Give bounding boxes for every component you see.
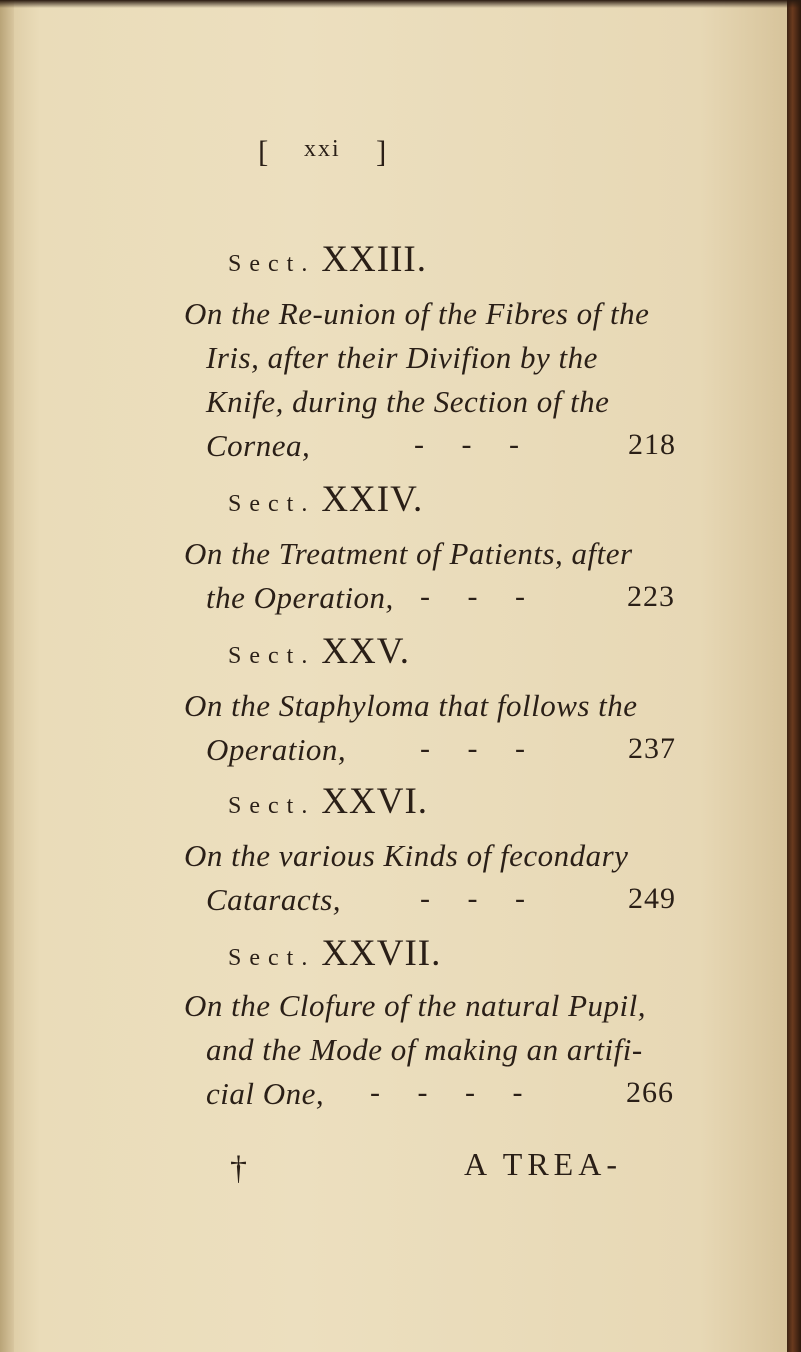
leader-dashes: - - - (420, 580, 525, 613)
leader-dashes: - - - (420, 732, 525, 765)
header-right-bracket: ] (376, 134, 391, 169)
section-numeral: XXVII. (321, 933, 442, 974)
page-reference: 266 (626, 1076, 674, 1109)
entry-line: On the various Kinds of fecondary (184, 838, 629, 873)
entry-line: cial One, (206, 1076, 325, 1111)
catchword: A TREA- (464, 1146, 622, 1182)
page-reference: 237 (628, 732, 676, 765)
section-heading (228, 238, 427, 281)
entry-line: On the Re-union of the Fibres of the (184, 296, 650, 331)
entry-line: On the Treatment of Patients, after (184, 536, 633, 571)
leader-dashes: - - - (414, 428, 519, 461)
page-header (258, 134, 398, 174)
page-numeral: xxi (304, 136, 341, 162)
page-reference: 218 (628, 428, 676, 461)
section-heading (228, 630, 410, 673)
sect-word: Sect. (228, 793, 316, 819)
entry-line: Operation, (206, 732, 347, 767)
section-numeral: XXVI. (321, 781, 429, 822)
section-numeral: XXV. (321, 631, 410, 672)
section-heading (228, 932, 441, 975)
signature-mark: † (230, 1150, 247, 1187)
sect-word: Sect. (228, 643, 316, 669)
page-left-edge (0, 0, 14, 1352)
section-numeral: XXIII. (321, 239, 427, 280)
entry-line: Cataracts, (206, 882, 342, 917)
entry-line: Iris, after their Divifion by the (206, 340, 598, 375)
entry-line: and the Mode of making an artifi- (206, 1032, 643, 1067)
header-left-bracket: [ (258, 134, 273, 169)
section-numeral: XXIV. (321, 479, 424, 520)
entry-line: the Operation, (206, 580, 394, 615)
leader-dashes: - - - (420, 882, 525, 915)
sect-word: Sect. (228, 945, 316, 971)
book-spine (787, 0, 801, 1352)
entry-line: Cornea, (206, 428, 311, 463)
sect-word: Sect. (228, 491, 316, 517)
entry-line: On the Clofure of the natural Pupil, (184, 988, 647, 1023)
section-heading (228, 780, 428, 823)
page-top-shadow (0, 0, 801, 8)
sect-word: Sect. (228, 251, 316, 277)
page-reference: 249 (628, 882, 676, 915)
leader-dashes: - - - - (370, 1076, 523, 1109)
entry-line: Knife, during the Section of the (206, 384, 610, 419)
section-heading (228, 478, 423, 521)
entry-line: On the Staphyloma that follows the (184, 688, 638, 723)
page-reference: 223 (627, 580, 675, 613)
